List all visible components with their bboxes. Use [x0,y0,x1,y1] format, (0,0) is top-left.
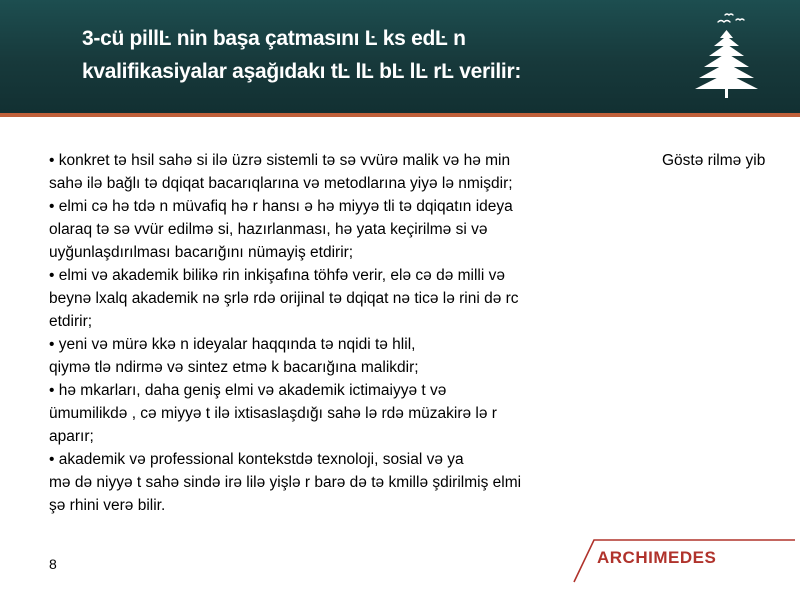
archimedes-logo-text: ARCHIMEDES [597,548,717,567]
side-note: Göstə rilmə yib [662,152,766,169]
list-item-line: • hə mkarları, daha geniş elmi və akademik ictimaiyyə t və [49,382,447,399]
slide-title-line-1: 3-cü pillĿ nin başa çatmasını Ŀ ks edĿ n [82,27,466,50]
list-item-line: etdirir; [49,313,93,330]
list-item-line: şə rhini verə bilir. [49,497,166,514]
list-item-line: • yeni və mürə kkə n ideyalar haqqında tə nqidi tə hlil, [49,336,416,353]
list-item-line: mə də niyyə t sahə sində irə lilə yişlə r barə də tə kmillə şdirilmiş elmi [49,474,522,491]
list-item-line: beynə lxalq akademik nə şrlə rdə orijinal tə dqiqat nə ticə lə rini də rc [49,290,519,307]
list-item-line: • konkret tə hsil sahə si ilə üzrə sistemli tə sə vvürə malik və hə min [49,152,511,169]
criteria-list [49,149,649,517]
list-item-line: • akademik və professional kontekstdə texnoloji, sosial və ya [49,451,464,468]
list-item-line: aparır; [49,428,94,445]
tree-with-birds-icon [692,12,762,100]
list-item-line: ümumilikdə , cə miyyə t ilə ixtisaslaşdığı sahə lə rdə müzakirə lə r [49,405,497,422]
list-item-line: qiymə tlə ndirmə və sintez etmə k bacarığına malikdir; [49,359,419,376]
list-item-line: sahə ilə bağlı tə dqiqat bacarıqlarına və metodlarına yiyə lə nmişdir; [49,175,513,192]
slide-title [82,22,672,88]
header-divider [0,113,800,117]
list-item-line: uyğunlaşdırılması bacarığını nümayiş etdirir; [49,244,354,261]
list-item-line: • elmi cə hə tdə n müvafiq hə r hansı ə hə miyyə tli tə dqiqatın ideya [49,198,513,215]
list-item-line: olaraq tə sə vvür edilmə si, hazırlanması, hə yata keçirilmə si və [49,221,488,238]
list-item-line: • elmi və akademik bilikə rin inkişafına töhfə verir, elə cə də milli və [49,267,505,284]
slide-title-line-2: kvalifikasiyalar aşağıdakı tĿ lĿ bĿ lĿ rĿ verilir: [82,60,522,83]
page-number: 8 [49,556,57,572]
